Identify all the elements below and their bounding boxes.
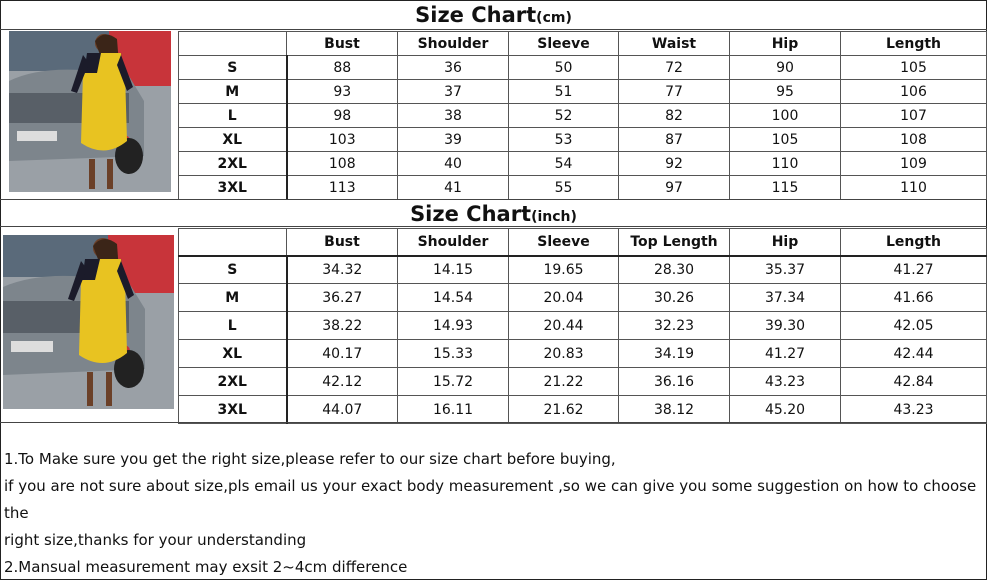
table-cell: 113: [287, 176, 398, 200]
title-text: Size Chart: [410, 202, 532, 226]
table-cell: 77: [619, 80, 730, 104]
table-cell: 41.27: [841, 256, 987, 284]
table-cell: 108: [287, 152, 398, 176]
table-row: [179, 340, 987, 368]
size-chart-inch-title: [0, 199, 987, 227]
table-cell: 32.23: [619, 312, 730, 340]
table-cell: 15.72: [398, 368, 509, 396]
size-label: XL: [179, 340, 287, 368]
table-cell: 45.20: [730, 396, 841, 424]
size-label: 3XL: [179, 176, 287, 200]
table-cell: 36.27: [287, 284, 398, 312]
header-waist: Waist: [619, 32, 730, 56]
table-cell: 54: [509, 152, 619, 176]
title-unit: (inch): [531, 209, 577, 225]
size-chart-cm-table: [178, 31, 987, 200]
note-line: 2.Mansual measurement may exsit 2~4cm difference: [4, 558, 408, 576]
header-hip: Hip: [730, 229, 841, 256]
table-cell: 98: [287, 104, 398, 128]
table-cell: 38: [398, 104, 509, 128]
table-row: [179, 56, 987, 80]
table-cell: 34.19: [619, 340, 730, 368]
table-cell: 14.93: [398, 312, 509, 340]
table-cell: 97: [619, 176, 730, 200]
table-cell: 72: [619, 56, 730, 80]
table-cell: 42.84: [841, 368, 987, 396]
note-line: right size,thanks for your understanding: [4, 531, 307, 549]
table-cell: 35.37: [730, 256, 841, 284]
table-cell: 53: [509, 128, 619, 152]
table-row: [179, 80, 987, 104]
note-line: if you are not sure about size,pls email us your exact body measurement ,so we can give you some suggestion on how to choose the: [4, 477, 977, 522]
model-in-yellow-dress-photo: [3, 235, 174, 409]
table-cell: 37: [398, 80, 509, 104]
size-label: S: [179, 256, 287, 284]
table-cell: 42.44: [841, 340, 987, 368]
table-cell: 52: [509, 104, 619, 128]
table-cell: 43.23: [730, 368, 841, 396]
table-cell: 42.12: [287, 368, 398, 396]
table-cell: 41.66: [841, 284, 987, 312]
size-label: XL: [179, 128, 287, 152]
header-shoulder: Shoulder: [398, 229, 509, 256]
table-cell: 37.34: [730, 284, 841, 312]
table-cell: 36: [398, 56, 509, 80]
table-cell: 110: [730, 152, 841, 176]
table-cell: 106: [841, 80, 987, 104]
title-unit: (cm): [536, 10, 572, 26]
header-sleeve: Sleeve: [509, 32, 619, 56]
table-cell: 38.22: [287, 312, 398, 340]
table-row: [179, 368, 987, 396]
model-in-yellow-dress-photo: [9, 31, 171, 192]
table-row: [179, 128, 987, 152]
table-cell: 40: [398, 152, 509, 176]
table-cell: 39: [398, 128, 509, 152]
size-chart-inch-table: [178, 228, 987, 424]
table-row: [179, 284, 987, 312]
table-cell: 21.22: [509, 368, 619, 396]
table-row: [179, 312, 987, 340]
size-label: 3XL: [179, 396, 287, 424]
table-cell: 88: [287, 56, 398, 80]
table-cell: 105: [730, 128, 841, 152]
table-cell: 115: [730, 176, 841, 200]
title-text: Size Chart: [415, 3, 537, 27]
table-cell: 21.62: [509, 396, 619, 424]
header-corner-cell: [179, 229, 287, 256]
table-cell: 43.23: [841, 396, 987, 424]
size-label: L: [179, 104, 287, 128]
table-cell: 30.26: [619, 284, 730, 312]
table-cell: 109: [841, 152, 987, 176]
table-cell: 90: [730, 56, 841, 80]
table-cell: 20.83: [509, 340, 619, 368]
table-row: [179, 152, 987, 176]
table-cell: 34.32: [287, 256, 398, 284]
table-cell: 50: [509, 56, 619, 80]
header-bust: Bust: [287, 32, 398, 56]
table-cell: 100: [730, 104, 841, 128]
size-label: M: [179, 284, 287, 312]
table-cell: 38.12: [619, 396, 730, 424]
table-cell: 15.33: [398, 340, 509, 368]
note-line: 1.To Make sure you get the right size,please refer to our size chart before buying,: [4, 450, 616, 468]
table-header-row: [179, 229, 987, 256]
size-label: S: [179, 56, 287, 80]
table-cell: 108: [841, 128, 987, 152]
table-row: [179, 256, 987, 284]
size-notes: [4, 446, 979, 580]
table-cell: 39.30: [730, 312, 841, 340]
table-cell: 44.07: [287, 396, 398, 424]
table-cell: 41.27: [730, 340, 841, 368]
table-cell: 28.30: [619, 256, 730, 284]
table-row: [179, 396, 987, 424]
table-cell: 95: [730, 80, 841, 104]
header-top-length: Top Length: [619, 229, 730, 256]
table-cell: 93: [287, 80, 398, 104]
table-cell: 105: [841, 56, 987, 80]
header-hip: Hip: [730, 32, 841, 56]
table-cell: 42.05: [841, 312, 987, 340]
header-bust: Bust: [287, 229, 398, 256]
header-sleeve: Sleeve: [509, 229, 619, 256]
table-cell: 103: [287, 128, 398, 152]
size-label: L: [179, 312, 287, 340]
header-shoulder: Shoulder: [398, 32, 509, 56]
table-cell: 14.54: [398, 284, 509, 312]
header-corner-cell: [179, 32, 287, 56]
notes-divider: [0, 422, 987, 423]
table-row: [179, 176, 987, 200]
header-length: Length: [841, 229, 987, 256]
table-cell: 14.15: [398, 256, 509, 284]
table-cell: 55: [509, 176, 619, 200]
table-cell: 107: [841, 104, 987, 128]
table-cell: 20.04: [509, 284, 619, 312]
table-cell: 82: [619, 104, 730, 128]
table-header-row: [179, 32, 987, 56]
table-cell: 92: [619, 152, 730, 176]
table-cell: 19.65: [509, 256, 619, 284]
table-row: [179, 104, 987, 128]
size-chart-cm-title: [0, 1, 987, 30]
table-cell: 36.16: [619, 368, 730, 396]
table-cell: 41: [398, 176, 509, 200]
size-label: 2XL: [179, 368, 287, 396]
table-cell: 110: [841, 176, 987, 200]
table-cell: 20.44: [509, 312, 619, 340]
table-cell: 51: [509, 80, 619, 104]
table-cell: 40.17: [287, 340, 398, 368]
header-length: Length: [841, 32, 987, 56]
table-cell: 16.11: [398, 396, 509, 424]
size-label: M: [179, 80, 287, 104]
size-label: 2XL: [179, 152, 287, 176]
table-cell: 87: [619, 128, 730, 152]
